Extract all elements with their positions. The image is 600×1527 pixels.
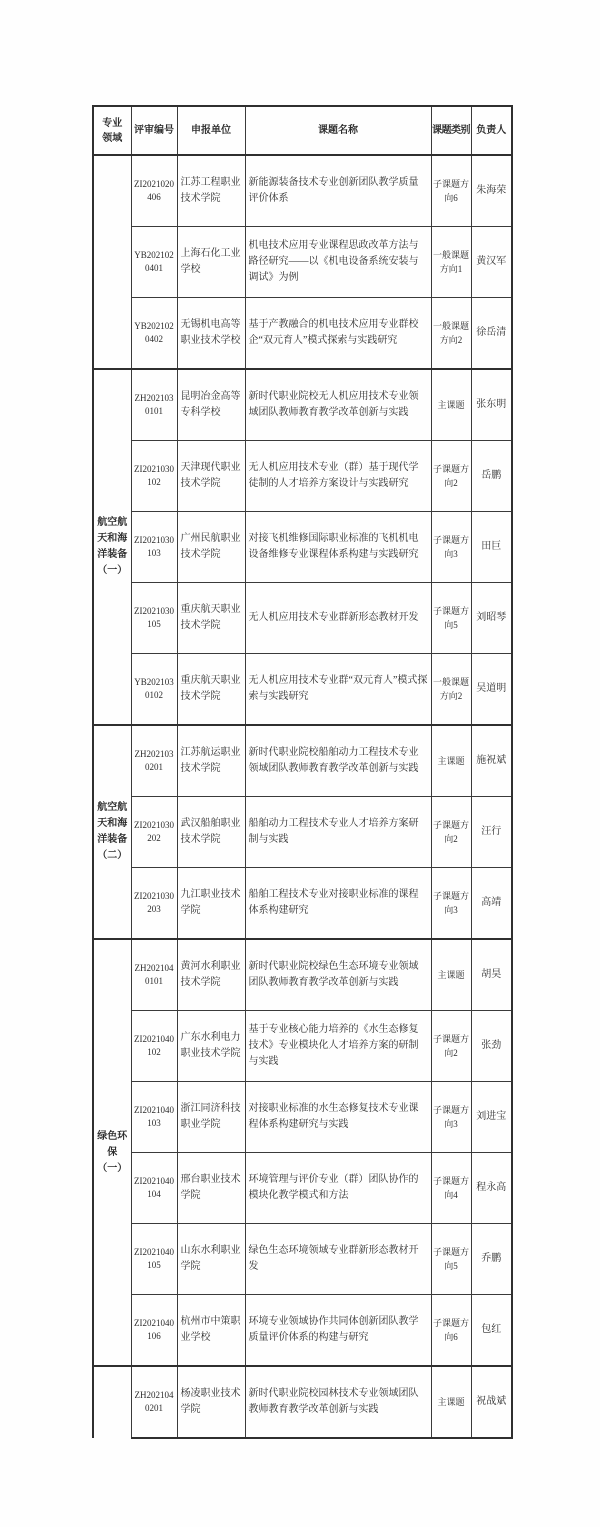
table-row [93,155,512,227]
title-cell: 船舶动力工程技术专业人才培养方案研制与实践 [245,797,431,868]
leader-cell: 张劲 [471,1011,512,1082]
leader-cell: 胡昊 [471,939,512,1011]
category-cell: 子课题方向2 [431,441,471,512]
review-id-cell: ZI2021040106 [131,1295,177,1367]
unit-cell: 黄河水利职业技术学院 [177,939,245,1011]
leader-cell: 黄汉军 [471,227,512,298]
category-cell: 主课题 [431,369,471,441]
category-cell: 子课题方向3 [431,868,471,940]
review-id-cell: YB2021030102 [131,654,177,726]
title-cell: 新时代职业院校无人机应用技术专业领域团队教师教育教学改革创新与实践 [245,369,431,441]
table-row [93,298,512,370]
table-row [93,441,512,512]
category-cell: 子课题方向5 [431,1224,471,1295]
unit-cell: 邢台职业技术学院 [177,1153,245,1224]
project-review-table [92,105,513,1439]
category-cell: 子课题方向6 [431,155,471,227]
field-cell [93,155,131,369]
leader-cell: 田巨 [471,512,512,583]
title-cell: 新时代职业院校绿色生态环境专业领域团队教师教育教学改革创新与实践 [245,939,431,1011]
field-cell: 航空航天和海洋装备（二） [93,725,131,939]
category-cell: 子课题方向3 [431,1082,471,1153]
table-row [93,1082,512,1153]
table-row [93,227,512,298]
unit-cell: 天津现代职业技术学院 [177,441,245,512]
leader-cell: 张东明 [471,369,512,441]
table-row [93,797,512,868]
unit-cell: 无锡机电高等职业技术学校 [177,298,245,370]
title-cell: 对接职业标准的水生态修复技术专业课程体系构建研究与实践 [245,1082,431,1153]
column-header-id: 评审编号 [131,106,177,155]
leader-cell: 高靖 [471,868,512,940]
leader-cell: 吴道明 [471,654,512,726]
leader-cell: 乔鹏 [471,1224,512,1295]
column-header-field: 专业领域 [93,106,131,155]
table-row [93,725,512,797]
table-row [93,583,512,654]
review-id-cell: ZI2021040105 [131,1224,177,1295]
field-cell: 航空航天和海洋装备（一） [93,369,131,725]
review-id-cell: YB2021020402 [131,298,177,370]
category-cell: 子课题方向4 [431,1153,471,1224]
unit-cell: 重庆航天职业技术学院 [177,583,245,654]
review-id-cell: ZI2021020406 [131,155,177,227]
category-cell: 子课题方向6 [431,1295,471,1367]
review-id-cell: ZI2021030103 [131,512,177,583]
leader-cell: 包红 [471,1295,512,1367]
title-cell: 新时代职业院校船舶动力工程技术专业领域团队教师教育教学改革创新与实践 [245,725,431,797]
leader-cell: 徐岳清 [471,298,512,370]
category-cell: 主课题 [431,939,471,1011]
table-row [93,1295,512,1367]
column-header-unit: 申报单位 [177,106,245,155]
table-row [93,1224,512,1295]
review-id-cell: ZH2021030101 [131,369,177,441]
review-id-cell: ZH2021030201 [131,725,177,797]
unit-cell: 九江职业技术学院 [177,868,245,940]
table-row [93,1153,512,1224]
category-cell: 一般课题方向1 [431,227,471,298]
unit-cell: 山东水利职业学院 [177,1224,245,1295]
review-id-cell: ZI2021030203 [131,868,177,940]
unit-cell: 武汉船舶职业技术学院 [177,797,245,868]
title-cell: 对接飞机维修国际职业标准的飞机机电设备维修专业课程体系构建与实践研究 [245,512,431,583]
review-id-cell: ZH2021040101 [131,939,177,1011]
header-row [93,106,512,155]
review-id-cell: ZI2021030105 [131,583,177,654]
review-id-cell: YB2021020401 [131,227,177,298]
table-row [93,1366,512,1438]
unit-cell: 杭州市中策职业学校 [177,1295,245,1367]
column-header-category: 课题类别 [431,106,471,155]
category-cell: 子课题方向2 [431,1011,471,1082]
title-cell: 无人机应用技术专业群新形态教材开发 [245,583,431,654]
leader-cell: 施祝斌 [471,725,512,797]
unit-cell: 广州民航职业技术学院 [177,512,245,583]
category-cell: 子课题方向2 [431,797,471,868]
leader-cell: 程永高 [471,1153,512,1224]
unit-cell: 上海石化工业学校 [177,227,245,298]
leader-cell: 刘昭琴 [471,583,512,654]
review-id-cell: ZI2021040104 [131,1153,177,1224]
title-cell: 环境管理与评价专业（群）团队协作的模块化教学模式和方法 [245,1153,431,1224]
unit-cell: 重庆航天职业技术学院 [177,654,245,726]
category-cell: 子课题方向3 [431,512,471,583]
category-cell: 主课题 [431,725,471,797]
review-id-cell: ZH2021040201 [131,1366,177,1438]
field-cell: 绿色环保（一） [93,939,131,1366]
table-row [93,868,512,940]
unit-cell: 江苏工程职业技术学院 [177,155,245,227]
leader-cell: 祝战斌 [471,1366,512,1438]
title-cell: 无人机应用技术专业（群）基于现代学徒制的人才培养方案设计与实践研究 [245,441,431,512]
title-cell: 基于产教融合的机电技术应用专业群校企“双元育人”模式探索与实践研究 [245,298,431,370]
table-row [93,939,512,1011]
title-cell: 新时代职业院校园林技术专业领域团队教师教育教学改革创新与实践 [245,1366,431,1438]
unit-cell: 广东水利电力职业技术学院 [177,1011,245,1082]
unit-cell: 昆明冶金高等专科学校 [177,369,245,441]
table-row [93,654,512,726]
review-id-cell: ZI2021030102 [131,441,177,512]
leader-cell: 朱海荣 [471,155,512,227]
review-id-cell: ZI2021040102 [131,1011,177,1082]
review-id-cell: ZI2021030202 [131,797,177,868]
unit-cell: 杨凌职业技术学院 [177,1366,245,1438]
table-row [93,512,512,583]
table-row [93,369,512,441]
title-cell: 船舶工程技术专业对接职业标准的课程体系构建研究 [245,868,431,940]
unit-cell: 浙江同济科技职业学院 [177,1082,245,1153]
category-cell: 一般课题方向2 [431,298,471,370]
column-header-leader: 负责人 [471,106,512,155]
title-cell: 机电技术应用专业课程思政改革方法与路径研究——以《机电设备系统安装与调试》为例 [245,227,431,298]
table-body [93,155,512,1438]
category-cell: 一般课题方向2 [431,654,471,726]
column-header-title: 课题名称 [245,106,431,155]
title-cell: 新能源装备技术专业创新团队教学质量评价体系 [245,155,431,227]
title-cell: 绿色生态环境领域专业群新形态教材开发 [245,1224,431,1295]
title-cell: 无人机应用技术专业群“双元育人”模式探索与实践研究 [245,654,431,726]
leader-cell: 刘进宝 [471,1082,512,1153]
category-cell: 主课题 [431,1366,471,1438]
leader-cell: 岳鹏 [471,441,512,512]
table-row [93,1011,512,1082]
title-cell: 环境专业领域协作共同体创新团队教学质量评价体系的构建与研究 [245,1295,431,1367]
unit-cell: 江苏航运职业技术学院 [177,725,245,797]
category-cell: 子课题方向5 [431,583,471,654]
review-id-cell: ZI2021040103 [131,1082,177,1153]
field-cell [93,1366,131,1438]
leader-cell: 汪行 [471,797,512,868]
title-cell: 基于专业核心能力培养的《水生态修复技术》专业模块化人才培养方案的研制与实践 [245,1011,431,1082]
